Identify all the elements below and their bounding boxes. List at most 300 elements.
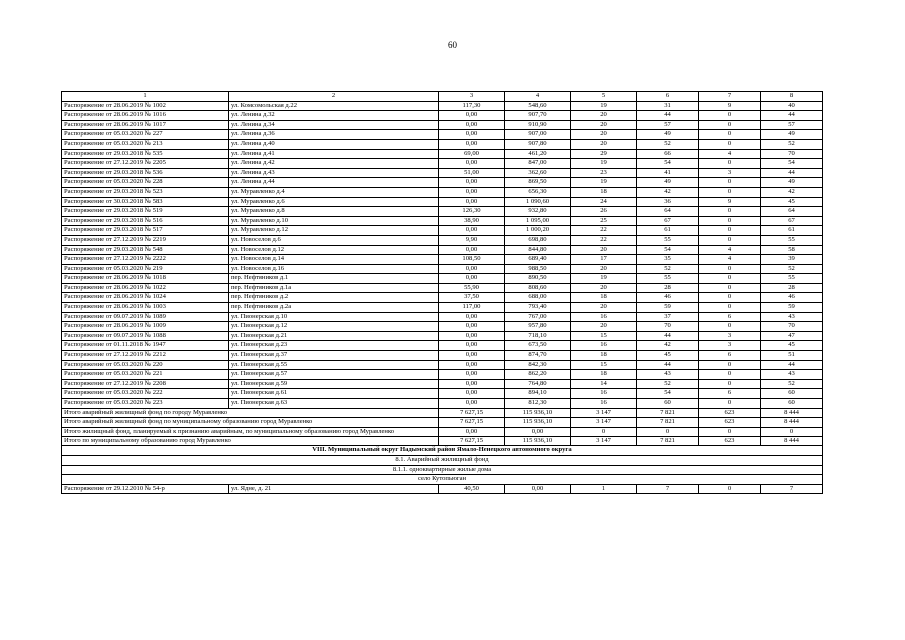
count-cell: 52	[761, 379, 823, 389]
count-cell: 67	[637, 216, 699, 226]
column-number: 3	[439, 92, 505, 102]
document-cell: Распоряжение от 27.12.2019 № 2212	[62, 351, 229, 361]
total-area-cell: 869,50	[505, 178, 571, 188]
count-cell: 36	[637, 197, 699, 207]
address-cell: пер. Нефтяников д.2а	[229, 303, 439, 313]
area-cell: 0,00	[439, 130, 505, 140]
count-cell: 26	[571, 207, 637, 217]
document-cell: Распоряжение от 28.06.2019 № 1009	[62, 322, 229, 332]
table-row	[62, 120, 823, 130]
count-cell: 57	[761, 120, 823, 130]
count-cell: 0	[699, 120, 761, 130]
count-cell: 18	[571, 370, 637, 380]
total-area-cell: 689,40	[505, 255, 571, 265]
area-cell: 117,00	[439, 303, 505, 313]
area-cell: 0,00	[439, 360, 505, 370]
total-label: Итого аварийный жилищный фонд по городу Муравленко	[62, 408, 439, 418]
total-label: Итого жилищный фонд, планируемый к признанию аварийным, по муниципальному образованию город Муравленко	[62, 427, 439, 436]
document-cell: Распоряжение от 09.07.2019 № 1088	[62, 331, 229, 341]
document-cell: Распоряжение от 27.12.2019 № 2208	[62, 379, 229, 389]
area-cell: 0,00	[439, 111, 505, 121]
document-cell: Распоряжение от 28.06.2019 № 1022	[62, 283, 229, 293]
count-cell: 45	[637, 351, 699, 361]
count-cell: 0	[699, 293, 761, 303]
count-cell: 37	[637, 312, 699, 322]
subsection-title: 8.1. Аварийный жилищный фонд	[62, 455, 823, 465]
address-cell: пер. Нефтяников д.1	[229, 274, 439, 284]
total-value: 0,00	[505, 427, 571, 436]
total-area-cell: 0,00	[505, 484, 571, 494]
area-cell: 0,00	[439, 379, 505, 389]
count-cell: 42	[637, 341, 699, 351]
area-cell: 0,00	[439, 389, 505, 399]
table-row	[62, 168, 823, 178]
total-area-cell: 673,50	[505, 341, 571, 351]
address-cell: ул. Пионерская д.23	[229, 341, 439, 351]
total-value: 623	[699, 418, 761, 428]
total-value: 7 821	[637, 408, 699, 418]
document-cell: Распоряжение от 05.03.2020 № 219	[62, 264, 229, 274]
count-cell: 0	[699, 130, 761, 140]
count-cell: 19	[571, 178, 637, 188]
address-cell: ул. Муравленко д.6	[229, 197, 439, 207]
total-value: 8 444	[761, 408, 823, 418]
count-cell: 20	[571, 283, 637, 293]
count-cell: 51	[761, 351, 823, 361]
count-cell: 58	[761, 245, 823, 255]
column-number: 8	[761, 92, 823, 102]
document-cell: Распоряжение от 28.06.2019 № 1002	[62, 101, 229, 111]
count-cell: 44	[637, 331, 699, 341]
document-cell: Распоряжение от 28.06.2019 № 1018	[62, 274, 229, 284]
count-cell: 49	[637, 130, 699, 140]
total-area-cell: 957,80	[505, 322, 571, 332]
count-cell: 44	[637, 111, 699, 121]
count-cell: 6	[699, 389, 761, 399]
area-cell: 0,00	[439, 187, 505, 197]
total-area-cell: 862,20	[505, 370, 571, 380]
table-row	[62, 235, 823, 245]
total-area-cell: 847,00	[505, 159, 571, 169]
total-area-cell: 842,30	[505, 360, 571, 370]
count-cell: 18	[571, 293, 637, 303]
total-value: 3 147	[571, 436, 637, 446]
total-value: 7 821	[637, 436, 699, 446]
document-cell: Распоряжение от 09.07.2019 № 1089	[62, 312, 229, 322]
count-cell: 18	[571, 351, 637, 361]
document-cell: Распоряжение от 29.12.2010 № 54-р	[62, 484, 229, 494]
count-cell: 19	[571, 159, 637, 169]
table-row	[62, 274, 823, 284]
count-cell: 20	[571, 264, 637, 274]
address-cell: ул. Пионерская д.55	[229, 360, 439, 370]
address-cell: ул. Муравленко д.12	[229, 226, 439, 236]
document-cell: Распоряжение от 29.03.2018 № 548	[62, 245, 229, 255]
total-row	[62, 408, 823, 418]
count-cell: 20	[571, 130, 637, 140]
address-cell: ул. Ленина д.32	[229, 111, 439, 121]
count-cell: 16	[571, 341, 637, 351]
area-cell: 0,00	[439, 331, 505, 341]
count-cell: 61	[637, 226, 699, 236]
count-cell: 7	[637, 484, 699, 494]
total-area-cell: 907,00	[505, 130, 571, 140]
table-row	[62, 139, 823, 149]
table-row	[62, 245, 823, 255]
total-value: 8 444	[761, 418, 823, 428]
table-row	[62, 379, 823, 389]
count-cell: 54	[637, 159, 699, 169]
area-cell: 0,00	[439, 312, 505, 322]
table-row	[62, 149, 823, 159]
count-cell: 0	[699, 399, 761, 409]
total-area-cell: 1 095,00	[505, 216, 571, 226]
count-cell: 1	[571, 484, 637, 494]
total-area-cell: 1 090,60	[505, 197, 571, 207]
count-cell: 49	[637, 178, 699, 188]
count-cell: 0	[699, 159, 761, 169]
area-cell: 0,00	[439, 159, 505, 169]
count-cell: 0	[699, 226, 761, 236]
subsection-title-row	[62, 465, 823, 475]
count-cell: 45	[761, 341, 823, 351]
count-cell: 22	[571, 235, 637, 245]
document-cell: Распоряжение от 27.12.2019 № 2219	[62, 235, 229, 245]
total-label: Итого по муниципальному образованию город Муравленко	[62, 436, 439, 446]
section-title-row	[62, 446, 823, 456]
total-value: 8 444	[761, 436, 823, 446]
count-cell: 31	[637, 101, 699, 111]
count-cell: 0	[699, 274, 761, 284]
count-cell: 16	[571, 312, 637, 322]
table-row	[62, 159, 823, 169]
document-cell: Распоряжение от 28.06.2019 № 1016	[62, 111, 229, 121]
total-row	[62, 418, 823, 428]
address-cell: ул. Новоселов д.6	[229, 235, 439, 245]
count-cell: 52	[761, 264, 823, 274]
total-area-cell: 461,20	[505, 149, 571, 159]
total-area-cell: 718,10	[505, 331, 571, 341]
count-cell: 3	[699, 168, 761, 178]
total-area-cell: 907,70	[505, 111, 571, 121]
count-cell: 0	[699, 370, 761, 380]
area-cell: 40,50	[439, 484, 505, 494]
count-cell: 19	[571, 101, 637, 111]
total-value: 115 936,10	[505, 436, 571, 446]
table-row	[62, 360, 823, 370]
table-row	[62, 255, 823, 265]
count-cell: 15	[571, 360, 637, 370]
count-cell: 0	[699, 187, 761, 197]
count-cell: 0	[699, 484, 761, 494]
address-cell: ул. Муравленко д.10	[229, 216, 439, 226]
count-cell: 3	[699, 331, 761, 341]
count-cell: 49	[761, 178, 823, 188]
table-row	[62, 101, 823, 111]
column-number: 5	[571, 92, 637, 102]
count-cell: 42	[761, 187, 823, 197]
table-row	[62, 111, 823, 121]
section-title: VIII. Муниципальный округ Надымский район Ямало-Ненецкого автономного округа	[62, 446, 823, 456]
document-cell: Распоряжение от 05.03.2020 № 228	[62, 178, 229, 188]
area-cell: 0,00	[439, 274, 505, 284]
address-cell: ул. Пионерская д.10	[229, 312, 439, 322]
total-area-cell: 1 000,20	[505, 226, 571, 236]
count-cell: 0	[699, 216, 761, 226]
count-cell: 18	[571, 187, 637, 197]
count-cell: 29	[571, 149, 637, 159]
total-area-cell: 932,80	[505, 207, 571, 217]
table-row	[62, 341, 823, 351]
column-number: 1	[62, 92, 229, 102]
count-cell: 19	[571, 274, 637, 284]
total-area-cell: 844,80	[505, 245, 571, 255]
total-area-cell: 812,30	[505, 399, 571, 409]
table-row	[62, 130, 823, 140]
count-cell: 0	[699, 322, 761, 332]
column-number: 7	[699, 92, 761, 102]
total-value: 115 936,10	[505, 408, 571, 418]
table-row	[62, 178, 823, 188]
area-cell: 55,90	[439, 283, 505, 293]
document-cell: Распоряжение от 29.03.2018 № 523	[62, 187, 229, 197]
total-area-cell: 874,70	[505, 351, 571, 361]
document-cell: Распоряжение от 01.11.2018 № 1947	[62, 341, 229, 351]
total-value: 623	[699, 408, 761, 418]
total-area-cell: 894,10	[505, 389, 571, 399]
count-cell: 0	[699, 111, 761, 121]
document-cell: Распоряжение от 30.03.2018 № 583	[62, 197, 229, 207]
count-cell: 0	[699, 360, 761, 370]
document-cell: Распоряжение от 05.03.2020 № 221	[62, 370, 229, 380]
area-cell: 38,90	[439, 216, 505, 226]
count-cell: 9	[699, 101, 761, 111]
count-cell: 0	[699, 283, 761, 293]
table-row	[62, 293, 823, 303]
count-cell: 17	[571, 255, 637, 265]
total-value: 3 147	[571, 408, 637, 418]
column-number: 2	[229, 92, 439, 102]
count-cell: 52	[637, 139, 699, 149]
table-row	[62, 484, 823, 494]
count-cell: 60	[761, 389, 823, 399]
count-cell: 4	[699, 255, 761, 265]
area-cell: 9,90	[439, 235, 505, 245]
count-cell: 70	[637, 322, 699, 332]
count-cell: 20	[571, 245, 637, 255]
count-cell: 0	[699, 379, 761, 389]
address-cell: ул. Новоселов д.16	[229, 264, 439, 274]
count-cell: 0	[699, 207, 761, 217]
total-label: Итого аварийный жилищный фонд по муниципальному образованию город Муравленко	[62, 418, 439, 428]
count-cell: 23	[571, 168, 637, 178]
count-cell: 28	[637, 283, 699, 293]
count-cell: 25	[571, 216, 637, 226]
table-row	[62, 331, 823, 341]
area-cell: 0,00	[439, 341, 505, 351]
area-cell: 0,00	[439, 351, 505, 361]
total-area-cell: 988,50	[505, 264, 571, 274]
document-cell: Распоряжение от 05.03.2020 № 227	[62, 130, 229, 140]
area-cell: 0,00	[439, 226, 505, 236]
total-area-cell: 907,80	[505, 139, 571, 149]
count-cell: 70	[761, 322, 823, 332]
total-value: 0	[571, 427, 637, 436]
locality-title-row	[62, 475, 823, 485]
address-cell: ул. Комсомольская д.22	[229, 101, 439, 111]
subsection-title: 8.1.1. одноквартирные жилые дома	[62, 465, 823, 475]
count-cell: 16	[571, 389, 637, 399]
count-cell: 44	[761, 111, 823, 121]
document-cell: Распоряжение от 29.03.2018 № 517	[62, 226, 229, 236]
count-cell: 41	[637, 168, 699, 178]
document-cell: Распоряжение от 29.03.2018 № 535	[62, 149, 229, 159]
count-cell: 7	[761, 484, 823, 494]
total-value: 7 627,15	[439, 408, 505, 418]
count-cell: 0	[699, 139, 761, 149]
document-cell: Распоряжение от 27.12.2019 № 2222	[62, 255, 229, 265]
count-cell: 52	[761, 139, 823, 149]
count-cell: 49	[761, 130, 823, 140]
address-cell: ул. Пионерская д.12	[229, 322, 439, 332]
area-cell: 0,00	[439, 178, 505, 188]
count-cell: 15	[571, 331, 637, 341]
count-cell: 55	[761, 274, 823, 284]
table-row	[62, 197, 823, 207]
address-cell: ул. Муравленко д.8	[229, 207, 439, 217]
area-cell: 0,00	[439, 399, 505, 409]
count-cell: 54	[637, 245, 699, 255]
total-area-cell: 656,30	[505, 187, 571, 197]
table-row	[62, 312, 823, 322]
area-cell: 51,00	[439, 168, 505, 178]
table-row	[62, 399, 823, 409]
address-cell: ул. Пионерская д.61	[229, 389, 439, 399]
count-cell: 35	[637, 255, 699, 265]
total-value: 7 821	[637, 418, 699, 428]
count-cell: 70	[761, 149, 823, 159]
document-cell: Распоряжение от 29.03.2018 № 536	[62, 168, 229, 178]
count-cell: 9	[699, 197, 761, 207]
table-row	[62, 264, 823, 274]
address-cell: пер. Нефтяников д.1а	[229, 283, 439, 293]
address-cell: ул. Пионерская д.59	[229, 379, 439, 389]
address-cell: ул. Ленина д.34	[229, 120, 439, 130]
total-value: 0,00	[439, 427, 505, 436]
address-cell: ул. Новоселов д.12	[229, 245, 439, 255]
count-cell: 54	[637, 389, 699, 399]
document-cell: Распоряжение от 29.03.2018 № 516	[62, 216, 229, 226]
count-cell: 64	[761, 207, 823, 217]
page-number: 60	[448, 40, 457, 50]
table-row	[62, 207, 823, 217]
table-row	[62, 283, 823, 293]
document-cell: Распоряжение от 27.12.2019 № 2205	[62, 159, 229, 169]
total-area-cell: 698,80	[505, 235, 571, 245]
total-value: 3 147	[571, 418, 637, 428]
address-cell: ул. Новоселов д.14	[229, 255, 439, 265]
area-cell: 0,00	[439, 120, 505, 130]
table-row	[62, 370, 823, 380]
total-row	[62, 427, 823, 436]
count-cell: 46	[761, 293, 823, 303]
total-area-cell: 688,00	[505, 293, 571, 303]
count-cell: 42	[637, 187, 699, 197]
count-cell: 59	[637, 303, 699, 313]
count-cell: 4	[699, 245, 761, 255]
area-cell: 0,00	[439, 322, 505, 332]
count-cell: 52	[637, 379, 699, 389]
count-cell: 16	[571, 399, 637, 409]
area-cell: 108,50	[439, 255, 505, 265]
count-cell: 6	[699, 312, 761, 322]
count-cell: 0	[699, 235, 761, 245]
total-value: 7 627,15	[439, 436, 505, 446]
count-cell: 0	[699, 178, 761, 188]
address-cell: ул. Ядне, д. 21	[229, 484, 439, 494]
count-cell: 20	[571, 111, 637, 121]
count-cell: 47	[761, 331, 823, 341]
area-cell: 69,00	[439, 149, 505, 159]
column-number: 6	[637, 92, 699, 102]
count-cell: 64	[637, 207, 699, 217]
table-row	[62, 226, 823, 236]
count-cell: 6	[699, 351, 761, 361]
count-cell: 28	[761, 283, 823, 293]
count-cell: 46	[637, 293, 699, 303]
count-cell: 55	[637, 235, 699, 245]
total-value: 623	[699, 436, 761, 446]
area-cell: 0,00	[439, 264, 505, 274]
locality-title: село Кутопьюган	[62, 475, 823, 485]
address-cell: ул. Пионерская д.57	[229, 370, 439, 380]
count-cell: 43	[761, 312, 823, 322]
table-row	[62, 322, 823, 332]
area-cell: 126,30	[439, 207, 505, 217]
count-cell: 54	[761, 159, 823, 169]
document-cell: Распоряжение от 05.03.2020 № 220	[62, 360, 229, 370]
count-cell: 20	[571, 139, 637, 149]
address-cell: ул. Ленина д.41	[229, 149, 439, 159]
address-cell: ул. Ленина д.43	[229, 168, 439, 178]
count-cell: 14	[571, 379, 637, 389]
address-cell: ул. Пионерская д.63	[229, 399, 439, 409]
table-body	[62, 92, 823, 494]
total-area-cell: 767,00	[505, 312, 571, 322]
total-area-cell: 910,90	[505, 120, 571, 130]
total-area-cell: 808,60	[505, 283, 571, 293]
count-cell: 44	[761, 360, 823, 370]
count-cell: 57	[637, 120, 699, 130]
total-area-cell: 362,60	[505, 168, 571, 178]
document-cell: Распоряжение от 28.06.2019 № 1017	[62, 120, 229, 130]
count-cell: 66	[637, 149, 699, 159]
count-cell: 40	[761, 101, 823, 111]
table-row	[62, 389, 823, 399]
area-cell: 0,00	[439, 139, 505, 149]
total-area-cell: 890,50	[505, 274, 571, 284]
count-cell: 20	[571, 120, 637, 130]
column-number-row	[62, 92, 823, 102]
count-cell: 20	[571, 322, 637, 332]
column-number: 4	[505, 92, 571, 102]
total-value: 115 936,10	[505, 418, 571, 428]
count-cell: 22	[571, 226, 637, 236]
table-row	[62, 351, 823, 361]
total-row	[62, 436, 823, 446]
area-cell: 37,50	[439, 293, 505, 303]
count-cell: 43	[761, 370, 823, 380]
